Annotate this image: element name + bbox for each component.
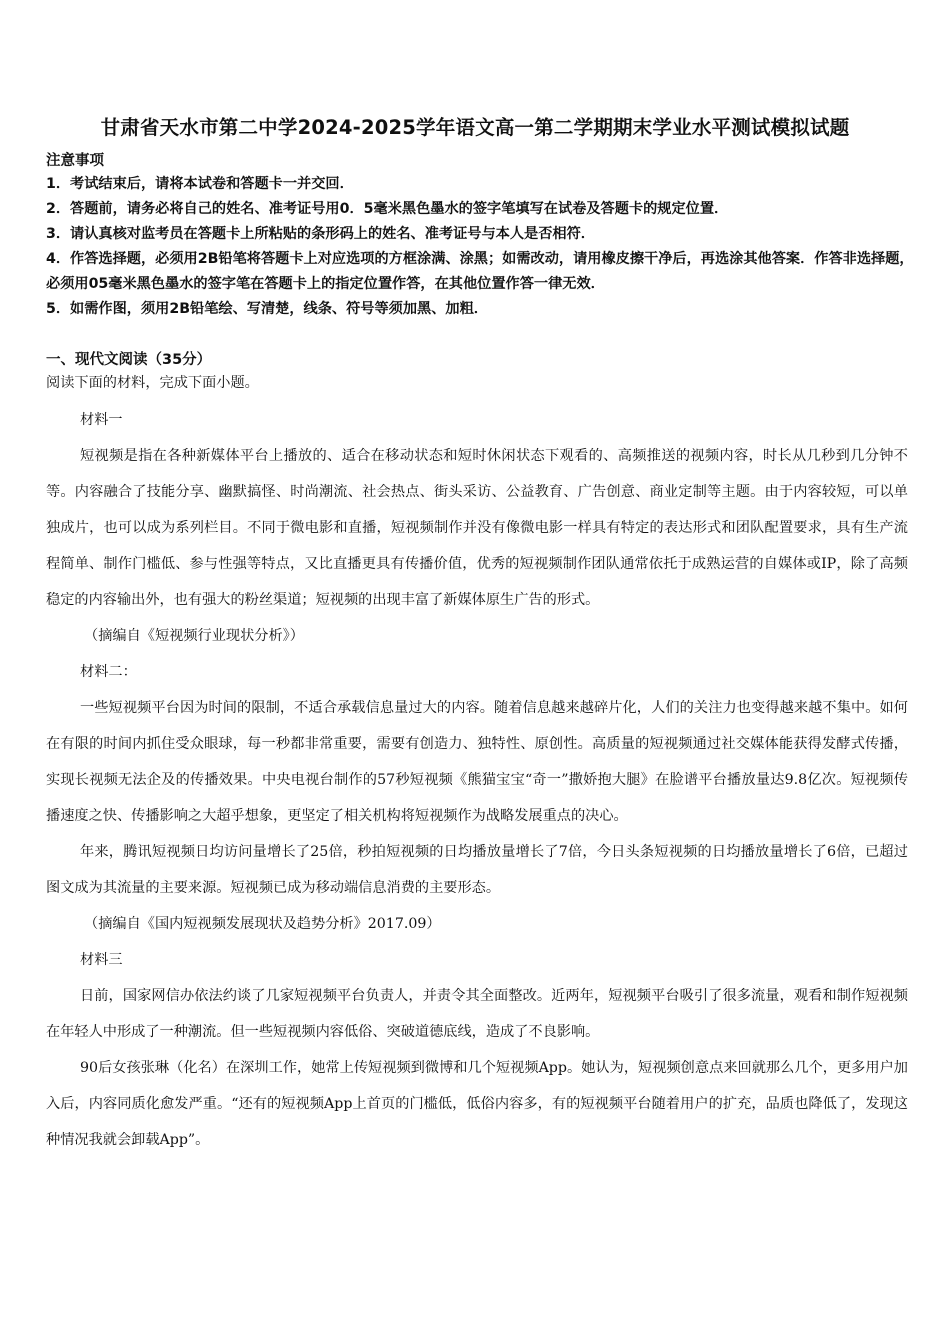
- notice-block: [46, 150, 916, 322]
- material-1-paragraph: 短视频是指在各种新媒体平台上播放的、适合在移动状态和短时休闲状态下观看的、高频推送的视频内容，时长从几秒到几分钟不等。内容融合了技能分享、幽默搞怪、时尚潮流、社会热点、街头采访、公益教育、广告创意、商业定制等主题。由于内容较短，可以单独成片，也可以成为系列栏目。不同于微电影和直播，短视频制作并没有像微电影一样具有特定的表达形式和团队配置要求，具有生产流程简单、制作门槛低、参与性强等特点，又比直播更具有传播价值，优秀的短视频制作团队通常依托于成熟运营的自媒体或IP，除了高频稳定的内容输出外，也有强大的粉丝渠道；短视频的出现丰富了新媒体原生广告的形式。: [46, 448, 908, 608]
- notice-item-3: 3．请认真核对监考员在答题卡上所粘贴的条形码上的姓名、准考证号与本人是否相符．: [46, 226, 595, 242]
- material-3-paragraph-2: 90后女孩张琳（化名）在深圳工作，她常上传短视频到微博和几个短视频App。她认为，短视频创意点来回就那么几个，更多用户加入后，内容同质化愈发严重。“还有的短视频App上首页的门槛低，低俗内容多，有的短视频平台随着用户的扩充，品质也降低了，发现这种情况我就会卸载App”。: [46, 1060, 908, 1148]
- material-2-paragraph-1: 一些短视频平台因为时间的限制，不适合承载信息量过大的内容。随着信息越来越碎片化，人们的关注力也变得越来越不集中。如何在有限的时间内抓住受众眼球，每一秒都非常重要，需要有创造力、独特性、原创性。高质量的短视频通过社交媒体能获得发酵式传播，实现长视频无法企及的传播效果。中央电视台制作的57秒短视频《熊猫宝宝“奇一”撒娇抱大腿》在脸谱平台播放量达9.8亿次。短视频传播速度之快、传播影响之大超乎想象，更坚定了相关机构将短视频作为战略发展重点的决心。: [46, 700, 908, 824]
- material-2-source: （摘编自《国内短视频发展现状及趋势分析》2017.09）: [84, 916, 441, 932]
- material-1-source: （摘编自《短视频行业现状分析》）: [84, 628, 304, 644]
- section-title: 一、现代文阅读（35分）: [46, 352, 212, 368]
- reading-materials: [46, 402, 908, 1158]
- notice-item-2: 2．答题前，请务必将自己的姓名、准考证号用0．5毫米黑色墨水的签字笔填写在试卷及答题卡的规定位置．: [46, 201, 729, 217]
- material-3-paragraph-1: 日前，国家网信办依法约谈了几家短视频平台负责人，并责令其全面整改。近两年，短视频平台吸引了很多流量，观看和制作短视频在年轻人中形成了一种潮流。但一些短视频内容低俗、突破道德底线，造成了不良影响。: [46, 988, 908, 1040]
- material-1-label: 材料一: [80, 412, 123, 428]
- notice-heading: 注意事项: [46, 153, 104, 169]
- material-3-label: 材料三: [80, 952, 123, 968]
- exam-title: 甘肃省天水市第二中学2024-2025学年语文高一第二学期期末学业水平测试模拟试题: [100, 116, 850, 139]
- material-2-paragraph-2: 年来，腾讯短视频日均访问量增长了25倍，秒拍短视频的日均播放量增长了7倍，今日头条短视频的日均播放量增长了6倍，已超过图文成为其流量的主要来源。短视频已成为移动端信息消费的主要形态。: [46, 844, 908, 896]
- notice-item-5: 5．如需作图，须用2B铅笔绘、写清楚，线条、符号等须加黑、加粗．: [46, 301, 488, 317]
- material-2-label: 材料二：: [80, 664, 137, 680]
- notice-item-4: 4．作答选择题，必须用2B铅笔将答题卡上对应选项的方框涂满、涂黑；如需改动，请用橡皮擦干净后，再选涂其他答案．作答非选择题，必须用05毫米黑色墨水的签字笔在答题卡上的指定位置作答，在其他位置作答一律无效．: [46, 251, 914, 292]
- notice-item-1: 1．考试结束后，请将本试卷和答题卡一并交回．: [46, 176, 354, 192]
- section-intro: 阅读下面的材料，完成下面小题。: [46, 375, 259, 391]
- section-header: [46, 349, 916, 394]
